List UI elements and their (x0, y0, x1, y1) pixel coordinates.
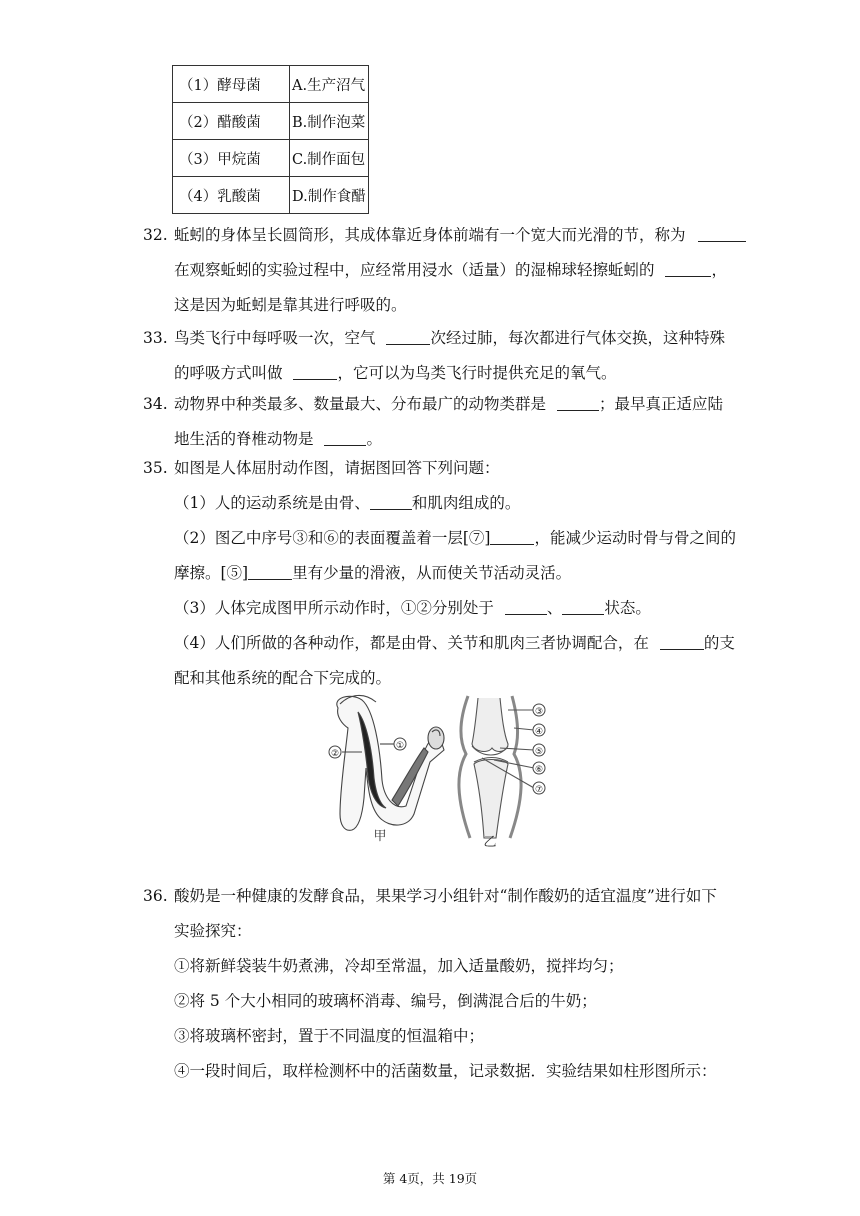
question-35 (143, 451, 736, 696)
marker-2-label: ② (330, 749, 340, 759)
question-text: 在观察蚯蚓的实验过程中，应经常用浸水（适量）的湿棉球轻擦蚯蚓的 (174, 261, 655, 279)
question-number: 36. (143, 887, 168, 905)
question-text: （2）图乙中序号③和⑥的表面覆盖着一层[⑦] (174, 529, 491, 547)
table-row (173, 103, 369, 140)
table-cell: （1）酵母菌 (173, 66, 290, 103)
question-number: 32. (143, 226, 168, 244)
marker-1-label: ① (395, 741, 405, 751)
question-text: 实验探究： (174, 922, 252, 940)
answer-blank[interactable] (490, 528, 534, 545)
marker-7-label: ⑦ (534, 785, 544, 795)
answer-blank[interactable] (293, 363, 337, 380)
table-cell: C.制作面包 (290, 140, 369, 177)
question-text: （3）人体完成图甲所示动作时，①②分别处于 (174, 599, 494, 617)
table-cell: （3）甲烷菌 (173, 140, 290, 177)
question-number: 34. (143, 395, 168, 413)
question-text: 摩擦。[⑤] (174, 564, 249, 582)
question-text: 、 (546, 599, 563, 617)
experiment-step: ①将新鲜袋装牛奶煮沸，冷却至常温，加入适量酸奶，搅拌均匀； (174, 957, 624, 975)
question-text: ， (711, 261, 727, 279)
question-34 (143, 387, 723, 457)
experiment-step: ④一段时间后，取样检测杯中的活菌数量，记录数据．实验结果如柱形图所示： (174, 1062, 717, 1080)
figure-label-jia: 甲 (373, 829, 387, 844)
answer-blank[interactable] (370, 493, 412, 510)
answer-blank[interactable] (557, 394, 599, 411)
question-36 (143, 879, 723, 1089)
figure-label-yi: 乙 (483, 835, 497, 848)
question-text: 配和其他系统的配合下完成的。 (174, 669, 392, 687)
knee-markers (533, 704, 545, 795)
table-row (173, 66, 369, 103)
table-cell: （2）醋酸菌 (173, 103, 290, 140)
question-text: 的呼吸方式叫做 (174, 364, 283, 382)
experiment-step: ②将 5 个大小相同的玻璃杯消毒、编号，倒满混合后的牛奶； (174, 992, 597, 1010)
question-text: 地生活的脊椎动物是 (174, 430, 314, 448)
table-cell: D.制作食醋 (290, 177, 369, 214)
question-text: 的支 (703, 634, 735, 652)
answer-blank[interactable] (698, 225, 746, 242)
flexion-figure (310, 688, 550, 848)
question-text: 次经过肺，每次都进行气体交换，这种特殊 (430, 329, 725, 347)
answer-blank[interactable] (386, 328, 430, 345)
table-cell: （4）乳酸菌 (173, 177, 290, 214)
answer-blank[interactable] (505, 598, 547, 615)
question-text: 蚯蚓的身体呈长圆筒形，其成体靠近身体前端有一个宽大而光滑的节，称为 (174, 226, 686, 244)
answer-blank[interactable] (665, 260, 711, 277)
marker-6-label: ⑥ (534, 765, 544, 775)
question-32 (143, 218, 727, 323)
question-33 (143, 321, 723, 391)
question-text: 鸟类飞行中每呼吸一次，空气 (174, 329, 376, 347)
question-text: ，它可以为鸟类飞行时提供充足的氧气。 (337, 364, 617, 382)
question-text: 状态。 (604, 599, 651, 617)
question-text: 酸奶是一种健康的发酵食品，果果学习小组针对“制作酸奶的适宜温度”进行如下 (174, 887, 717, 905)
question-text: 。 (366, 430, 382, 448)
question-text: 动物界中种类最多、数量最大、分布最广的动物类群是 (174, 395, 547, 413)
table-row (173, 177, 369, 214)
question-text: （1）人的运动系统是由骨、 (174, 494, 370, 512)
question-text: 这是因为蚯蚓是靠其进行呼吸的。 (174, 296, 407, 314)
marker-5-label: ⑤ (534, 747, 544, 757)
table-cell: B.制作泡菜 (290, 103, 369, 140)
question-number: 35. (143, 459, 168, 477)
arm-diagram (337, 695, 444, 830)
question-text: ；最早真正适应陆 (598, 395, 723, 413)
answer-blank[interactable] (562, 598, 604, 615)
answer-blank[interactable] (660, 633, 704, 650)
question-text: 里有少量的滑液，从而使关节活动灵活。 (292, 564, 572, 582)
table-row (173, 140, 369, 177)
experiment-step: ③将玻璃杯密封，置于不同温度的恒温箱中； (174, 1027, 485, 1045)
question-text: 和肌肉组成的。 (411, 494, 521, 512)
question-text: （4）人们所做的各种动作，都是由骨、关节和肌肉三者协调配合，在 (174, 634, 649, 652)
table-cell: A.生产沼气 (290, 66, 369, 103)
question-text: 如图是人体屈肘动作图，请据图回答下列问题： (174, 459, 500, 477)
answer-blank[interactable] (248, 563, 292, 580)
marker-4-label: ④ (534, 727, 544, 737)
matching-table (172, 65, 369, 214)
question-number: 33. (143, 329, 168, 347)
page-footer: 第 4页，共 19页 (382, 1171, 478, 1186)
knee-joint-diagram (459, 696, 534, 838)
marker-3-label: ③ (534, 707, 544, 717)
answer-blank[interactable] (324, 429, 366, 446)
question-text: ，能减少运动时骨与骨之间的 (534, 529, 736, 547)
